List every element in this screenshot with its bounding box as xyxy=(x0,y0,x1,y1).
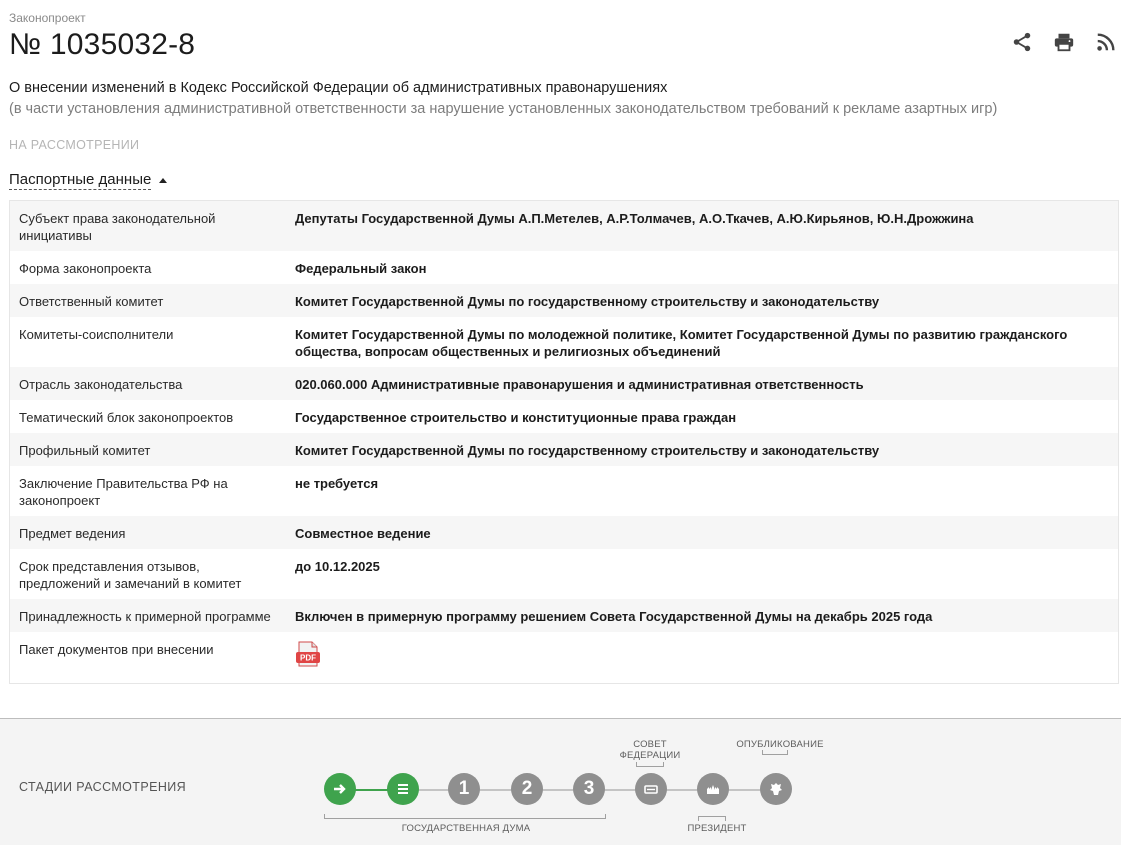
stages-label: СТАДИИ РАССМОТРЕНИЯ xyxy=(19,780,187,794)
row-key: Комитеты-соисполнители xyxy=(19,327,174,342)
table-row xyxy=(10,317,1118,367)
passport-table xyxy=(9,200,1119,684)
caret-up-icon xyxy=(159,178,167,183)
share-icon[interactable] xyxy=(1011,31,1033,53)
caption-publication: ОПУБЛИКОВАНИЕ xyxy=(736,739,824,750)
table-row xyxy=(10,632,1118,683)
row-key: Заключение Правительства РФ на законопроект xyxy=(19,476,228,508)
row-key: Профильный комитет xyxy=(19,443,151,458)
row-value: Включен в примерную программу решением Совета Государственной Думы на декабрь 2025 года xyxy=(295,609,933,624)
row-key: Предмет ведения xyxy=(19,526,126,541)
status-badge: НА РАССМОТРЕНИИ xyxy=(9,138,140,152)
stage-reading-2[interactable]: 2 xyxy=(511,773,543,805)
row-value: Совместное ведение xyxy=(295,526,431,541)
document-list-icon xyxy=(395,781,411,797)
table-row xyxy=(10,251,1118,284)
row-key: Субъект права законодательной инициативы xyxy=(19,211,216,243)
bill-number: № 1035032-8 xyxy=(9,28,196,61)
pdf-icon-text: PDF xyxy=(300,653,316,663)
caption-council xyxy=(600,739,700,761)
stage-introduction[interactable] xyxy=(324,773,356,805)
pdf-icon[interactable] xyxy=(295,641,321,667)
row-value: Комитет Государственной Думы по государственному строительству и законодательству xyxy=(295,294,880,309)
stage-reading-3[interactable]: 3 xyxy=(573,773,605,805)
emblem-icon xyxy=(768,781,784,797)
table-row xyxy=(10,599,1118,632)
caption-council-line: СОВЕТ xyxy=(633,739,667,750)
duma-bracket xyxy=(324,814,606,819)
print-icon[interactable] xyxy=(1053,31,1075,53)
rss-icon[interactable] xyxy=(1095,31,1117,53)
bill-type-label: Законопроект xyxy=(9,11,86,25)
table-row xyxy=(10,201,1118,251)
caption-president: ПРЕЗИДЕНТ xyxy=(687,823,747,834)
passport-toggle[interactable] xyxy=(9,171,167,190)
row-value: Депутаты Государственной Думы А.П.Метелев, А.Р.Толмачев, А.О.Ткачев, А.Ю.Кирьянов, Ю.Н.Дрожжина xyxy=(295,211,974,226)
table-row xyxy=(10,400,1118,433)
table-row xyxy=(10,516,1118,549)
header-actions xyxy=(1011,31,1117,53)
bill-subtitle: (в части установления административной ответственности за нарушение установленных законодательством требований к рекламе азартных игр) xyxy=(9,101,998,117)
president-bracket xyxy=(698,816,726,821)
row-key: Форма законопроекта xyxy=(19,261,152,276)
caption-duma: ГОСУДАРСТВЕННАЯ ДУМА xyxy=(401,823,531,834)
row-value xyxy=(295,641,1118,671)
stages-panel xyxy=(0,718,1121,845)
stage-preliminary[interactable] xyxy=(387,773,419,805)
publication-bracket xyxy=(762,750,788,755)
stage-reading-1[interactable]: 1 xyxy=(448,773,480,805)
passport-toggle-label: Паспортные данные xyxy=(9,171,152,188)
table-row xyxy=(10,367,1118,400)
stage-federation-council[interactable] xyxy=(635,773,667,805)
arrow-right-icon xyxy=(332,781,348,797)
table-row xyxy=(10,284,1118,317)
bill-title: О внесении изменений в Кодекс Российской Федерации об административных правонарушениях xyxy=(9,80,668,96)
row-value: Комитет Государственной Думы по государственному строительству и законодательству xyxy=(295,443,880,458)
stage-publication[interactable] xyxy=(760,773,792,805)
row-value: Федеральный закон xyxy=(295,261,427,276)
stage-connector xyxy=(355,789,389,791)
table-row xyxy=(10,466,1118,516)
kremlin-icon xyxy=(705,781,721,797)
council-icon xyxy=(643,781,659,797)
council-bracket xyxy=(636,762,664,767)
table-row xyxy=(10,549,1118,599)
row-key: Пакет документов при внесении xyxy=(19,642,214,657)
row-key: Тематический блок законопроектов xyxy=(19,410,234,425)
caption-council-line: ФЕДЕРАЦИИ xyxy=(619,750,681,761)
row-value: Государственное строительство и конституционные права граждан xyxy=(295,410,737,425)
row-key: Ответственный комитет xyxy=(19,294,164,309)
row-key: Принадлежность к примерной программе xyxy=(19,609,271,624)
stage-president[interactable] xyxy=(697,773,729,805)
row-value: не требуется xyxy=(295,476,379,491)
table-row xyxy=(10,433,1118,466)
row-value: Комитет Государственной Думы по молодежной политике, Комитет Государственной Думы по развитию гражданского общества, вопросам общественных и религиозных объединений xyxy=(295,327,1068,359)
row-value: 020.060.000 Административные правонарушения и административная ответственность xyxy=(295,377,864,392)
row-key: Отрасль законодательства xyxy=(19,377,183,392)
row-value: до 10.12.2025 xyxy=(295,559,380,574)
row-key: Срок представления отзывов, предложений и замечаний в комитет xyxy=(19,559,242,591)
